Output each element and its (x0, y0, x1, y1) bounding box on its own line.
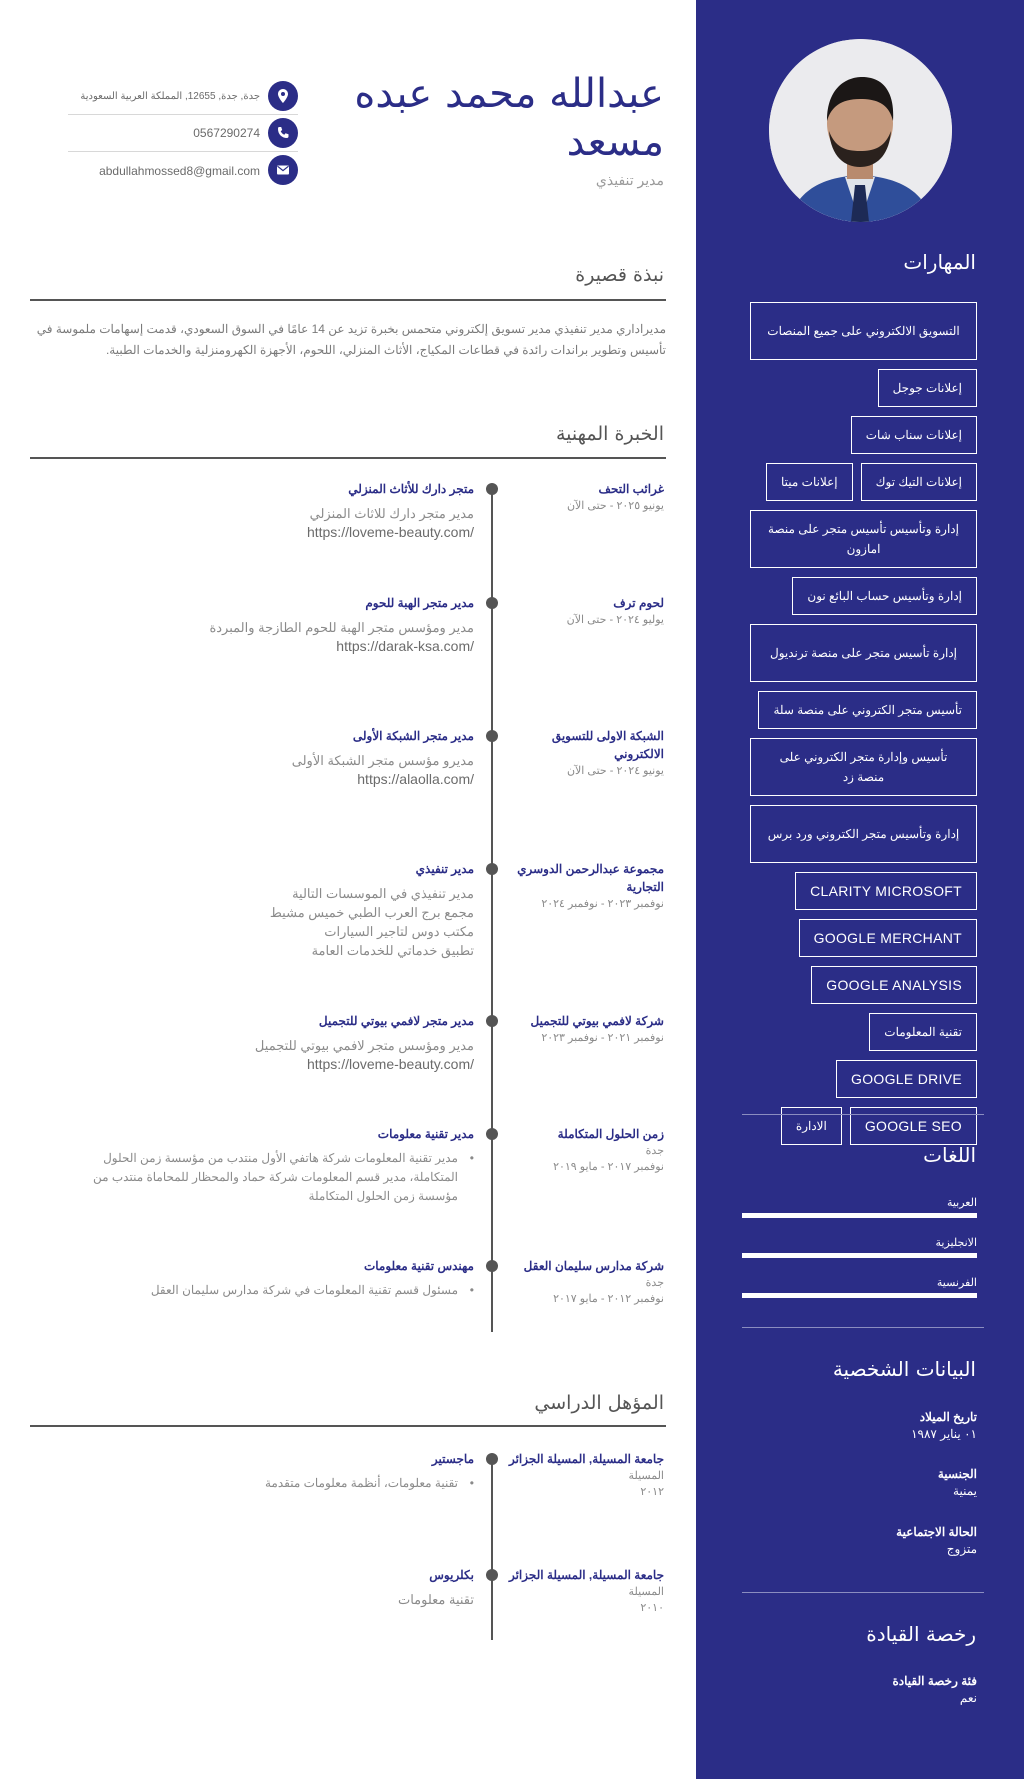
sidebar-divider-3 (742, 1592, 984, 1593)
sidebar-divider-1 (742, 1114, 984, 1115)
language-level-bar (742, 1253, 977, 1258)
timeline-dot (486, 1128, 498, 1140)
skill-tag: الادارة (781, 1107, 842, 1145)
description-line: مكتب دوس لتاجير السيارات (324, 924, 474, 939)
role-title: مهندس تقنية معلومات (363, 1259, 474, 1273)
name-line-2: مسعد (566, 119, 664, 165)
store-link[interactable]: https://loveme-beauty.com/ (306, 1056, 474, 1072)
skill-row (737, 966, 977, 1004)
license-value: نعم (959, 1691, 977, 1705)
company-meta: يونيو ٢٠٢٤ - حتى الآن (566, 765, 664, 777)
languages-heading: اللغات (923, 1143, 976, 1167)
timeline-dot (486, 730, 498, 742)
experience-company (506, 594, 664, 628)
role-title: مدير تنفيذي (415, 862, 474, 876)
phone-text[interactable]: 0567290274 (193, 126, 260, 140)
job-title: مدير تنفيذي (595, 172, 664, 188)
skill-tag: CLARITY MICROSOFT (795, 872, 977, 910)
description-line: تطبيق خدماتي للخدمات العامة (311, 943, 474, 958)
language-name: الفرنسية (936, 1277, 977, 1289)
description-line: مجمع برج العرب الطبي خميس مشيط (269, 905, 474, 920)
skill-row (737, 416, 977, 454)
skill-tag: GOOGLE DRIVE (836, 1060, 977, 1098)
school-name: جامعة المسيلة, المسيلة الجزائر (508, 1452, 664, 1466)
description-line: مدير ومؤسس متجر لافمي بيوتي للتجميل (254, 1038, 474, 1053)
language-name: الانجليزية (935, 1237, 977, 1249)
company-meta: جدة (645, 1145, 664, 1157)
experience-company (506, 1012, 664, 1046)
profile-photo (769, 39, 952, 222)
degree-description (54, 1590, 474, 1609)
role-title: مدير متجر الشبكة الأولى (352, 729, 474, 743)
education-school (506, 1450, 664, 1500)
company-name: غرائب التحف (598, 482, 664, 496)
skill-row (737, 369, 977, 407)
personal-heading: البيانات الشخصية (832, 1357, 976, 1381)
personal-value: متزوج (946, 1542, 977, 1556)
description-line: مدير متجر دارك للاثاث المنزلي (309, 506, 474, 521)
degree-title: بكلريوس (429, 1568, 474, 1582)
description-line: مديرو مؤسس متجر الشبكة الأولى (291, 753, 474, 768)
education-divider (30, 1425, 666, 1427)
skill-row (737, 738, 977, 796)
school-meta: المسيلة (628, 1586, 664, 1598)
skill-tag: إدارة وتأسيس تأسيس متجر على منصة امازون (750, 510, 977, 568)
language-name: العربية (946, 1197, 977, 1209)
description-line: تقنية معلومات (397, 1592, 474, 1607)
summary-heading: نبذة قصيرة (575, 264, 664, 286)
skill-tag: تأسيس وإدارة متجر الكتروني على منصة زد (750, 738, 977, 796)
experience-timeline (491, 488, 493, 1332)
skills-list (737, 302, 977, 1154)
skill-row (737, 463, 977, 501)
skill-row (737, 302, 977, 360)
school-meta: ٢٠١٢ (640, 1486, 664, 1498)
experience-role (54, 727, 474, 789)
experience-role (54, 1125, 474, 1206)
skill-tag: تأسيس متجر الكتروني على منصة سلة (758, 691, 977, 729)
experience-heading: الخبرة المهنية (555, 423, 664, 445)
experience-company (506, 1257, 664, 1307)
personal-label: تاريخ الميلاد (919, 1410, 977, 1424)
skill-tag: إعلانات التيك توك (861, 463, 977, 501)
company-meta: نوفمبر ٢٠١٧ - مايو ٢٠١٩ (553, 1161, 664, 1173)
skill-row (737, 1060, 977, 1098)
summary-text: مديراداري مدير تنفيذي مدير تسويق إلكتروني متحمس بخبرة تزيد عن 14 عامًا في السوق السعودي، قدمت إسهامات ملموسة في تأسيس وتطوير براندات رائدة في قطاعات المكياج، الأثاث المنزلي، اللحوم، الأجهزة الكهرومنزلية والخدمات الطبية. (36, 322, 666, 357)
email-text[interactable]: abdullahmossed8@gmail.com (99, 163, 260, 178)
role-title: مدير متجر الهبة للحوم (365, 596, 474, 610)
language-item (742, 1276, 977, 1298)
company-name: لحوم ترف (613, 596, 664, 610)
timeline-dot (486, 1453, 498, 1465)
contact-phone (68, 115, 298, 152)
skill-row (737, 510, 977, 568)
company-meta: نوفمبر ٢٠٢٣ - نوفمبر ٢٠٢٤ (541, 898, 664, 910)
experience-role (54, 860, 474, 960)
timeline-dot (486, 1569, 498, 1581)
skill-tag: إدارة تأسيس متجر على منصة ترنديول (750, 624, 977, 682)
experience-role (54, 1257, 474, 1300)
license-label: فئة رخصة القيادة (892, 1674, 977, 1688)
education-degree (54, 1450, 474, 1493)
contact-email (68, 152, 298, 189)
skill-tag: إعلانات ميتا (766, 463, 853, 501)
degree-bullets (54, 1474, 474, 1493)
language-item (742, 1196, 977, 1218)
school-meta: المسيلة (628, 1470, 664, 1482)
skill-tag: GOOGLE SEO (850, 1107, 977, 1145)
contact-address (68, 78, 298, 115)
skill-row (737, 872, 977, 910)
company-name: شركة لافمي بيوتي للتجميل (530, 1014, 664, 1028)
skill-row (737, 624, 977, 682)
language-level-bar (742, 1293, 977, 1298)
experience-role (54, 480, 474, 542)
experience-company (506, 727, 664, 779)
personal-item (737, 1525, 977, 1556)
role-title: مدير متجر لافمي بيوتي للتجميل (318, 1014, 474, 1028)
company-name: مجموعة عبدالرحمن الدوسري التجارية (517, 862, 664, 894)
skill-tag: إعلانات جوجل (878, 369, 977, 407)
timeline-dot (486, 597, 498, 609)
education-heading: المؤهل الدراسي (534, 1392, 664, 1414)
language-item (742, 1236, 977, 1258)
company-name: شركة مدارس سليمان العقل (523, 1259, 664, 1273)
contact-list (68, 78, 298, 189)
personal-label: الحالة الاجتماعية (896, 1525, 977, 1539)
full-name (264, 70, 664, 166)
description-line: مدير ومؤسس متجر الهبة للحوم الطازجة والمبردة (209, 620, 474, 635)
education-school (506, 1566, 664, 1616)
skill-row (737, 691, 977, 729)
sidebar-divider-2 (742, 1327, 984, 1328)
role-description (54, 751, 474, 789)
personal-item (737, 1410, 977, 1441)
envelope-icon (268, 155, 298, 185)
role-description (54, 504, 474, 542)
sidebar (696, 0, 1024, 1779)
role-title: مدير تقنية معلومات (377, 1127, 474, 1141)
experience-company (506, 480, 664, 514)
role-description (54, 618, 474, 656)
description-line: مدير تنفيذي في الموسسات التالية (292, 886, 474, 901)
store-link[interactable]: https://alaolla.com/ (357, 771, 474, 787)
role-description (54, 1036, 474, 1074)
summary-divider (30, 299, 666, 301)
skill-row (737, 919, 977, 957)
store-link[interactable]: https://darak-ksa.com/ (336, 638, 474, 654)
map-pin-icon (268, 81, 298, 111)
skill-row (737, 1107, 977, 1145)
skill-tag: GOOGLE MERCHANT (799, 919, 977, 957)
company-meta: نوفمبر ٢٠١٢ - مايو ٢٠١٧ (553, 1293, 664, 1305)
skill-tag: إدارة وتأسيس متجر الكتروني ورد برس (750, 805, 977, 863)
skill-row (737, 577, 977, 615)
language-level-bar (742, 1213, 977, 1218)
school-meta: ٢٠١٠ (640, 1602, 664, 1614)
experience-role (54, 1012, 474, 1074)
skill-row (737, 1013, 977, 1051)
company-meta: يونيو ٢٠٢٥ - حتى الآن (566, 500, 664, 512)
skill-tag: إدارة وتأسيس حساب البائع نون (792, 577, 977, 615)
personal-value: يمنية (953, 1484, 977, 1498)
skill-row (737, 805, 977, 863)
company-meta: جدة (645, 1277, 664, 1289)
timeline-dot (486, 1015, 498, 1027)
role-bullets (54, 1149, 474, 1206)
school-name: جامعة المسيلة, المسيلة الجزائر (508, 1568, 664, 1582)
skills-heading: المهارات (903, 250, 976, 274)
personal-item (737, 1467, 977, 1498)
company-meta: نوفمبر ٢٠٢١ - نوفمبر ٢٠٢٣ (541, 1032, 664, 1044)
role-title: متجر دارك للأثاث المنزلي (348, 482, 474, 496)
phone-icon (268, 118, 298, 148)
bullet-item: • تقنية معلومات، أنظمة معلومات متقدمة (54, 1474, 458, 1493)
company-name: زمن الحلول المتكاملة (557, 1127, 664, 1141)
education-timeline (491, 1454, 493, 1640)
timeline-dot (486, 863, 498, 875)
experience-role (54, 594, 474, 656)
education-degree (54, 1566, 474, 1609)
license-heading: رخصة القيادة (866, 1622, 976, 1646)
bullet-item: • مسئول قسم تقنية المعلومات في شركة مدارس سليمان العقل (54, 1281, 458, 1300)
personal-value: ٠١ يناير ١٩٨٧ (911, 1427, 977, 1441)
skill-tag: إعلانات سناب شات (851, 416, 977, 454)
timeline-dot (486, 1260, 498, 1272)
company-meta: يوليو ٢٠٢٤ - حتى الآن (566, 614, 664, 626)
timeline-dot (486, 483, 498, 495)
address-text: جدة, جدة, 12655, المملكة العربية السعودية (80, 90, 260, 102)
store-link[interactable]: https://loveme-beauty.com/ (306, 524, 474, 540)
license-item (737, 1674, 977, 1705)
company-name: الشبكة الاولى للتسويق الالكتروني (551, 729, 664, 761)
experience-divider (30, 457, 666, 459)
skill-tag: التسويق الالكتروني على جميع المنصات (750, 302, 977, 360)
experience-company (506, 1125, 664, 1175)
role-description (54, 884, 474, 960)
experience-company (506, 860, 664, 912)
bullet-item: • مدير تقنية المعلومات شركة هاتفي الأول منتدب من مؤسسة زمن الحلول المتكاملة، مدير قسم المعلومات شركة حماد والمحظار للمحاماة منتدب من مؤسسة زمن الحلول المتكاملة (54, 1149, 458, 1206)
name-line-1: عبدالله محمد عبده (354, 71, 664, 117)
skill-tag: تقنية المعلومات (869, 1013, 977, 1051)
personal-label: الجنسية (937, 1467, 977, 1481)
degree-title: ماجستير (431, 1452, 474, 1466)
role-bullets (54, 1281, 474, 1300)
skill-tag: GOOGLE ANALYSIS (811, 966, 977, 1004)
